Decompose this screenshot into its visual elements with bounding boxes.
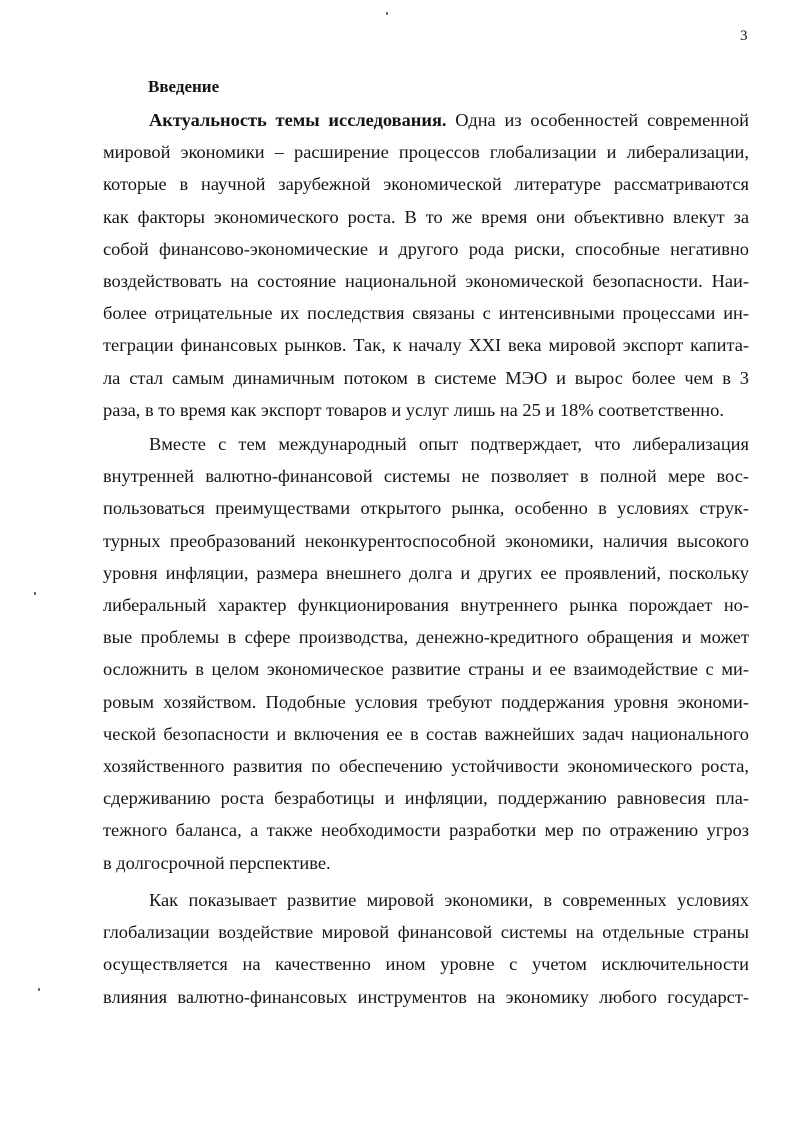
paragraph-2 <box>103 428 749 879</box>
text-line: раза, в то время как экспорт товаров и услуг лишь на 25 и 18% соответственно. <box>103 399 724 420</box>
text-line: вые проблемы в сфере производства, денежно-кредитного обращения и может <box>103 627 749 648</box>
text-line: пользоваться преимуществами открытого рынка, особенно в условиях струк- <box>103 498 749 519</box>
text-line <box>103 104 749 136</box>
text-line: ровым хозяйством. Подобные условия требуют поддержания уровня экономи- <box>103 691 749 712</box>
text-line: как факторы экономического роста. В то же время они объективно влекут за <box>103 206 749 227</box>
scan-speck <box>34 592 36 595</box>
section-title: Введение <box>148 77 220 96</box>
text-line: хозяйственного развития по обеспечению устойчивости экономического роста, <box>103 756 749 777</box>
text-line: глобализации воздействие мировой финансовой системы на отдельные страны <box>103 922 749 943</box>
text-line: мировой экономики – расширение процессов глобализации и либерализации, <box>103 142 749 163</box>
text-line: Вместе с тем международный опыт подтверждает, что либерализация <box>149 434 749 454</box>
text-line-rest: Одна из особенностей современной <box>446 110 749 130</box>
text-line: турных преобразований неконкурентоспособной экономики, наличия высокого <box>103 530 749 551</box>
text-line: собой финансово-экономические и другого рода риски, способные негативно <box>103 238 749 259</box>
text-line: которые в научной зарубежной экономической литературе рассматриваются <box>103 174 749 195</box>
scan-speck <box>38 988 40 991</box>
paragraph-1 <box>103 104 749 426</box>
page-number: 3 <box>740 28 748 44</box>
text-line: либеральный характер функционирования внутреннего рынка порождает но- <box>103 595 749 616</box>
text-line: уровня инфляции, размера внешнего долга и других ее проявлений, поскольку <box>103 562 749 583</box>
text-line: теграции финансовых рынков. Так, к началу XXI века мировой экспорт капита- <box>103 335 749 356</box>
text-line: осуществляется на качественно ином уровне с учетом исключительности <box>103 954 749 975</box>
text-line: ческой безопасности и включения ее в состав важнейших задач национального <box>103 723 749 744</box>
text-line: в долгосрочной перспективе. <box>103 852 331 873</box>
text-line: внутренней валютно-финансовой системы не позволяет в полной мере вос- <box>103 466 749 487</box>
text-line: более отрицательные их последствия связаны с интенсивными процессами ин- <box>103 303 749 324</box>
scan-speck <box>386 12 388 15</box>
text-line: Как показывает развитие мировой экономики, в современных условиях <box>149 890 749 910</box>
text-line: сдерживанию роста безработицы и инфляции, поддержанию равновесия пла- <box>103 788 749 809</box>
paragraph-3 <box>103 884 749 1013</box>
paragraph-lead: Актуальность темы исследования. <box>149 110 447 130</box>
text-line: осложнить в целом экономическое развитие страны и ее взаимодействие с ми- <box>103 659 749 680</box>
text-line: ла стал самым динамичным потоком в системе МЭО и вырос более чем в 3 <box>103 367 749 388</box>
text-line: воздействовать на состояние национальной экономической безопасности. Наи- <box>103 271 749 292</box>
text-line: влияния валютно-финансовых инструментов на экономику любого государст- <box>103 986 749 1007</box>
text-line: тежного баланса, а также необходимости разработки мер по отражению угроз <box>103 820 749 841</box>
